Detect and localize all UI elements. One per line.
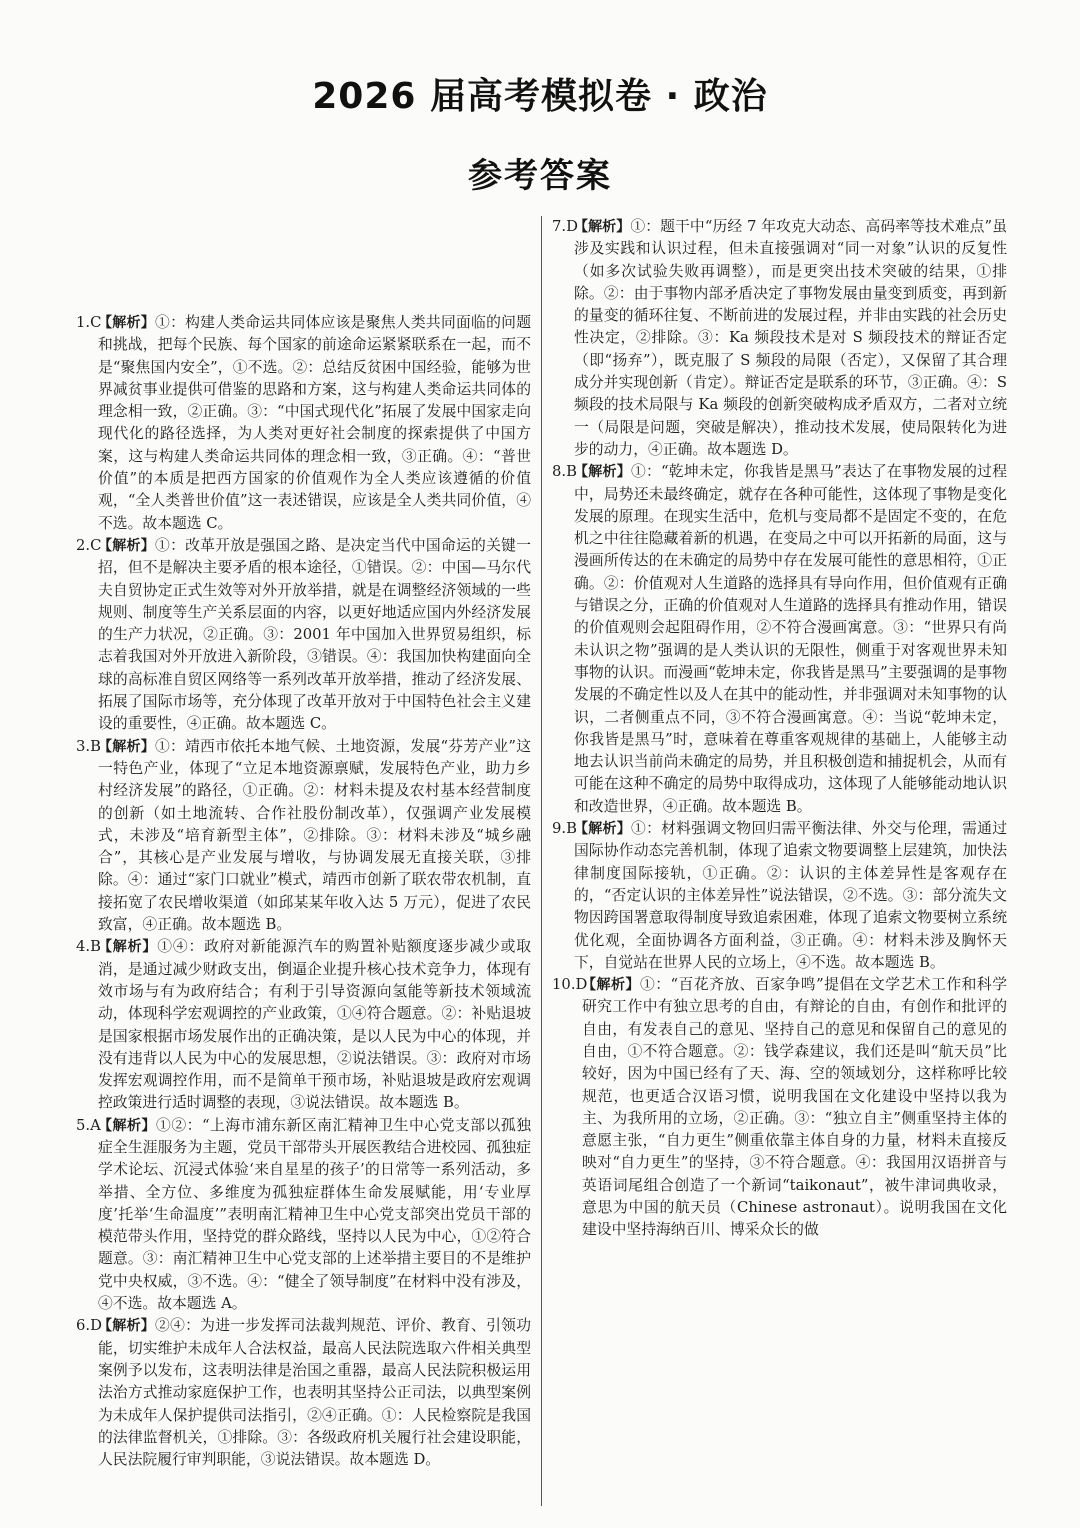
answer-number: 6.D (76, 1317, 102, 1335)
answer-text: ①：材料强调文物回归需平衡法律、外交与伦理，需通过国际协作动态完善机制，体现了追索文物要调整上层建筑，加快法律制度国际接轨，①正确。②：认识的主体差异性是客观存在的，“否定认识的主体差异性”说法错误，②不选。③：部分流失文物因跨国署意取得制度导致追索困难，体现了追索文物要树立系统优化观，全面协调各方面利益，③正确。④：材料未涉及胸怀天下，自觉站在世界人民的立场上，④不选。故本题选 B。 (574, 820, 1007, 971)
answer-text: ②④：为进一步发挥司法裁判规范、评价、教育、引领功能，切实维护未成年人合法权益，最高人民法院选取六件相关典型案例予以发布，这表明法律是治国之重器，最高人民法院积极运用法治方式推动家庭保护工作，也表明其坚持公正司法，以典型案例为未成年人保护提供司法指引，②④正确。①：人民检察院是我国的法律监督机关，①排除。③：各级政府机关履行社会建设职能，人民法院履行审判职能，③说法错误。故本题选 D。 (98, 1317, 531, 1469)
analysis-tag: 【解析】 (574, 464, 631, 481)
answer-text: ①：“百花齐放、百家争鸣”提倡在文学艺术工作和科学研究工作中有独立思考的自由，有辩论的自由，有创作和批评的自由，有发表自己的意见、坚持自己的意见和保留自己的意见的自由，①不符合题意。②：钱学森建议，我们还是叫“航天员”比较好，因为中国已经有了天、海、空的领域划分，这样称呼比较规范，也更适合汉语习惯，说明我国在文化建设中坚持以我为主、为我所用的立场，②正确。③：“独立自主”侧重坚持主体的意愿主张，“自力更生”侧重依靠主体自身的力量，材料未直接反映对“自力更生”的坚持，③不符合题意。④：我国用汉语拼音与英语词尾组合创造了一个新词“taikonaut”，被牛津词典收录，意思为中国的航天员（Chinese astronaut）。说明我国在文化建设中坚持海纳百川、博采众长的做 (582, 976, 1007, 1239)
answer-item-3 (76, 736, 531, 937)
answer-item-8 (552, 461, 1007, 818)
answer-number: 10.D (552, 976, 588, 994)
answer-number: 1.C (76, 314, 102, 331)
answer-item-7 (552, 216, 1007, 461)
answer-text: ①②：“上海市浦东新区南汇精神卫生中心党支部以孤独症全生涯服务为主题，党员干部带头开展医教结合进校园、孤独症学术论坛、沉浸式体验‘来自星星的孩子’的日常等一系列活动，多举措、全方位、多维度为孤独症群体生命发展赋能，用‘专业厚度’托举‘生命温度’”表明南汇精神卫生中心党支部突出党员干部的模范带头作用，坚持党的群众路线，坚持以人民为中心，①②符合题意。③：南汇精神卫生中心党支部的上述举措主要目的不是维护党中央权威，③不选。④：“健全了领导制度”在材料中没有涉及，④不选。故本题选 A。 (98, 1116, 531, 1313)
analysis-tag: 【解析】 (574, 821, 632, 838)
right-column (552, 216, 1007, 1506)
answer-number: 8.B (552, 463, 577, 481)
answer-item-1 (76, 312, 531, 535)
analysis-tag: 【解析】 (98, 939, 158, 956)
answer-text: ①：题干中“历经 7 年攻克大动态、高码率等技术难点”虽涉及实践和认识过程，但未直接强调对“同一对象”认识的反复性（如多次试验失败再调整），而是更突出技术突破的结果，①排除。②：由于事物内部矛盾决定了事物发展由量变到质变，再到新的量变的循环往复、不断前进的发展过程，并非由实践的社会历史性决定，②排除。③：Ka 频段技术是对 S 频段技术的辩证否定（即“扬弃”），既克服了 S 频段的局限（否定），又保留了其合理成分并实现创新（肯定）。辩证否定是联系的环节，③正确。④：S 频段的技术局限与 Ka 频段的创新突破构成矛盾双方，二者对立统一（局限是问题，突破是解决），推动技术发展，使局限转化为进步的动力，④正确。故本题选 D。 (574, 218, 1007, 458)
analysis-tag: 【解析】 (98, 1117, 157, 1134)
answer-number: 4.B (76, 938, 101, 956)
answer-number: 7.D (552, 218, 578, 235)
answer-item-2 (76, 535, 531, 736)
answer-item-10 (552, 974, 1007, 1242)
left-column (76, 216, 531, 1506)
answer-text: ①④：政府对新能源汽车的购置补贴额度逐步减少或取消，是通过减少财政支出，倒逼企业提升核心技术竞争力，体现有效市场与有为政府结合；有利于引导资源向氢能等新技术领域流动，体现科学宏观调控的产业政策，①④符合题意。②：补贴退坡是国家根据市场发展作出的正确决策，是以人民为中心的体现，并没有违背以人民为中心的发展思想，②说法错误。③：政府对市场发挥宏观调控作用，而不是简单干预市场，补贴退坡是政府宏观调控政策进行适时调整的表现，③说法错误。故本题选 B。 (98, 938, 531, 1112)
analysis-tag: 【解析】 (98, 738, 155, 755)
column-divider (541, 216, 542, 1506)
answer-number: 2.C (76, 536, 102, 554)
answer-item-4 (76, 936, 531, 1114)
page-subtitle: 参考答案 (468, 156, 612, 196)
answer-item-9 (552, 818, 1007, 974)
answer-text: ①：靖西市依托本地气候、土地资源，发展“芬芳产业”这一特色产业，体现了“立足本地资源禀赋，发展特色产业，助力乡村经济发展”的路径，①正确。②：材料未提及农村基本经营制度的创新（如土地流转、合作社股份制改革），仅强调产业发展模式，未涉及“培育新型主体”，②排除。③：材料未涉及“城乡融合”，其核心是产业发展与增收，与协调发展无直接关联，③排除。④：通过“家门口就业”模式，靖西市创新了联农带农机制，直接拓宽了农民增收渠道（如邱某某年收入达 5 万元），促进了农民致富，④正确。故本题选 B。 (98, 737, 531, 934)
answer-number: 3.B (76, 737, 101, 755)
answer-text: ①：改革开放是强国之路、是决定当代中国命运的关键一招，但不是解决主要矛盾的根本途径，①错误。②：中国—马尔代夫自贸协定正式生效等对外开放举措，就是在调整经济领域的一些规则、制度等生产关系层面的内容，以更好地适应国内外经济发展的生产力状况，②正确。③：2001 年中国加入世界贸易组织，标志着我国对外开放进入新阶段，③错误。④：我国加快构建面向全球的高标准自贸区网络等一系列改革开放举措，推动了经济发展、拓展了国际市场等，充分体现了改革开放对于中国特色社会主义建设的重要性，④正确。故本题选 C。 (98, 536, 531, 733)
answer-number: 5.A (76, 1116, 101, 1134)
answer-number: 9.B (552, 820, 577, 838)
analysis-tag: 【解析】 (574, 219, 631, 235)
page-title: 2026 届高考模拟卷 · 政治 (312, 76, 768, 117)
analysis-tag: 【解析】 (98, 537, 156, 554)
answer-text: ①：“乾坤未定，你我皆是黑马”表达了在事物发展的过程中，局势还未最终确定，就存在各种可能性，这体现了事物是变化发展的原理。在现实生活中，危机与变局都不是固定不变的，在危机之中往往隐藏着新的机遇，在变局之中可以开拓新的局面，这与漫画所传达的在未确定的局势中存在发展可能性的意思相符，①正确。②：价值观对人生道路的选择具有导向作用，但价值观有正确与错误之分，正确的价值观对人生道路的选择具有推动作用，错误的价值观则会起阻碍作用，②不符合漫画寓意。③：“世界只有尚未认识之物”强调的是人类认识的无限性，侧重于对客观世界未知事物的认识。而漫画“乾坤未定，你我皆是黑马”主要强调的是事物发展的不确定性以及人在其中的能动性，并非强调对未知事物的认识，二者侧重点不同，③不符合漫画寓意。④：当说“乾坤未定，你我皆是黑马”时，意味着在尊重客观规律的基础上，人能够主动地去认识当前尚未确定的局势，并且积极创造和捕捉机会，从而有可能在这种不确定的局势中取得成功，这体现了人能够能动地认识和改造世界，④正确。故本题选 B。 (574, 463, 1007, 815)
analysis-tag: 【解析】 (98, 1318, 156, 1335)
analysis-tag: 【解析】 (582, 977, 640, 994)
analysis-tag: 【解析】 (98, 315, 156, 331)
answer-text: ①：构建人类命运共同体应该是聚焦人类共同面临的问题和挑战，把每个民族、每个国家的前途命运紧紧联系在一起，而不是“聚焦国内安全”，①不选。②：总结反贫困中国经验，能够为世界减贫事业提供可借鉴的思路和方案，这与构建人类命运共同体的理念相一致，②正确。③：“中国式现代化”拓展了发展中国家走向现代化的路径选择，为人类对更好社会制度的探索提供了中国方案，这与构建人类命运共同体的理念相一致，③正确。④：“普世价值”的本质是把西方国家的价值观作为全人类应该遵循的价值观，“全人类普世价值”这一表述错误，应该是全人类共同价值，④不选。故本题选 C。 (98, 314, 531, 532)
answer-item-5 (76, 1115, 531, 1316)
answer-item-6 (76, 1315, 531, 1471)
